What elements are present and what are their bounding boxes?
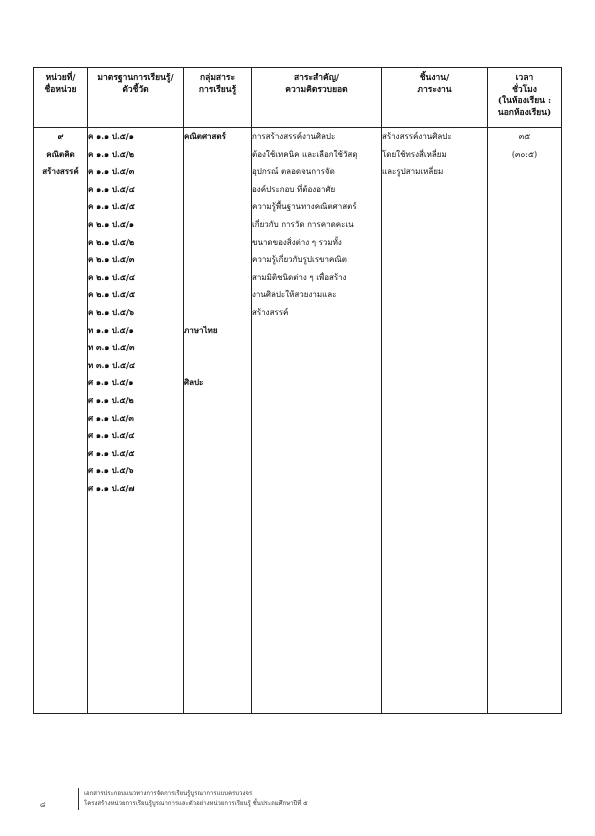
time-total: ๓๕ [518,132,531,141]
unit-cell [34,128,88,714]
curriculum-table [33,67,562,714]
standard-item: ศ ๑.๑ ป.๕/๗ [88,482,135,493]
header-row [34,68,562,128]
standard-item: ค ๑.๑ ป.๕/๓ [88,166,135,177]
standard-item: ท ๓.๑ ป.๕/๔ [88,359,136,370]
concept-line: อุปกรณ์ ตลอดจนการจัด [252,167,335,177]
standard-item: ค ๒.๑ ป.๕/๒ [88,236,135,247]
standard-item: ศ ๑.๑ ป.๕/๑ [88,377,134,388]
concept-line: ความรู้พื้นฐานทางคณิตศาสตร์ [252,202,357,212]
standard-item: ค ๑.๑ ป.๕/๕ [88,201,135,212]
header-concept: สาระสำคัญ/ ความคิดรวบยอด [252,68,382,128]
standard-item: ท ๓.๑ ป.๕/๓ [88,342,135,353]
concept-line: สามมิติชนิดต่าง ๆ เพื่อสร้าง [252,272,347,282]
subject-item: ภาษาไทย [184,324,218,335]
concept-line: ความรู้เกี่ยวกับรูปเรขาคณิต [252,255,347,265]
concept-line: งานศิลปะให้สวยงามและ [252,290,337,300]
standard-item: ศ ๑.๑ ป.๕/๓ [88,412,134,423]
standard-item: ค ๒.๑ ป.๕/๑ [88,218,134,229]
standard-item: ค ๒.๑ ป.๕/๖ [88,306,134,317]
work-line: โดยใช้ทรงสี่เหลี่ยม [382,149,447,159]
time-cell [488,128,562,714]
standard-item: ศ ๑.๑ ป.๕/๒ [88,394,134,405]
page-number: ๘ [40,801,46,809]
concept-line: สร้างสรรค์ [252,307,289,317]
work-cell [382,128,488,714]
concept-line: เกี่ยวกับ การวัด การคาดคะเน [252,219,354,229]
concept-line: องค์ประกอบ ที่ต้องอาศัย [252,184,336,194]
standard-item: ค ๒.๑ ป.๕/๕ [88,289,135,300]
standard-item: ค ๑.๑ ป.๕/๔ [88,183,135,194]
header-standards: มาตรฐานการเรียนรู้/ ตัวชี้วัด [88,68,184,128]
work-line: และรูปสามเหลี่ยม [382,167,444,177]
standard-item: ค ๑.๑ ป.๕/๑ [88,131,134,141]
standard-item: ศ ๑.๑ ป.๕/๖ [88,465,134,476]
unit-name: คณิตคิด [46,148,75,159]
unit-number: ๙ [57,131,64,141]
concept-cell [252,128,382,714]
standard-item: ค ๒.๑ ป.๕/๓ [88,254,135,265]
footer-line: เอกสารประกอบแนวทางการจัดการเรียนรู้บูรณาการแบบครบวงจร [84,790,253,797]
footer-line: โครงสร้างหน่วยการเรียนรู้บูรณาการและตัวอย่างหน่วยการเรียนรู้ ชั้นประถมศึกษาปีที่ ๕ [84,800,308,807]
header-subject: กลุ่มสาระ การเรียนรู้ [184,68,252,128]
header-work: ชิ้นงาน/ ภาระงาน [382,68,488,128]
work-line: สร้างสรรค์งานศิลปะ [382,132,452,141]
footer-text [84,789,404,809]
unit-name: สร้างสรรค์ [42,166,79,177]
header-time: เวลา ชั่วโมง (ในห้องเรียน : นอกห้องเรียน) [488,68,562,128]
concept-line: การสร้างสรรค์งานศิลปะ [252,132,336,141]
standards-cell [88,128,184,714]
concept-line: ต้องใช้เทคนิค และเลือกใช้วัสดุ [252,149,358,159]
time-split: (๓๐:๕) [511,149,538,159]
header-unit: หน่วยที่/ ชื่อหน่วย [34,68,88,128]
concept-line: ขนาดของสิ่งต่าง ๆ รวมทั้ง [252,237,342,247]
standard-item: ค ๑.๑ ป.๕/๒ [88,148,134,159]
footer-divider [78,788,79,810]
standard-item: ศ ๑.๑ ป.๕/๔ [88,430,135,441]
standard-item: ค ๒.๑ ป.๕/๔ [88,271,135,282]
table-row [34,128,562,714]
standard-item: ท ๑.๑ ป.๕/๑ [88,324,134,335]
standard-item: ศ ๑.๑ ป.๕/๕ [88,447,135,458]
subject-cell [184,128,252,714]
subject-item: คณิตศาสตร์ [184,131,226,141]
subject-item: ศิลปะ [184,377,204,388]
